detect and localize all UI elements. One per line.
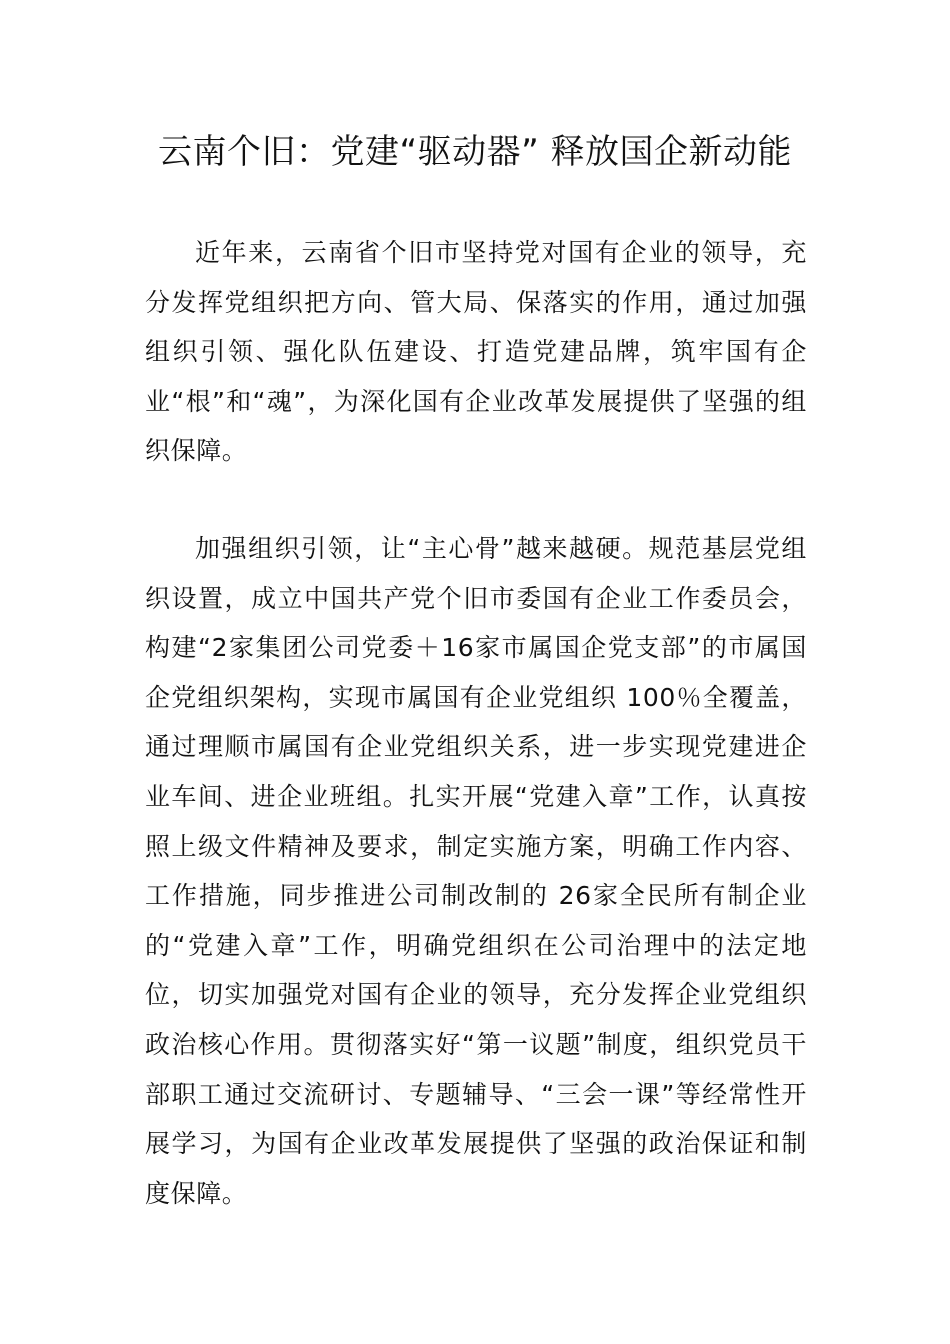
paragraph-organization: 加强组织引领，让“主心骨”越来越硬。规范基层党组织设置，成立中国共产党个旧市委国有企业工作委员会，构建“2家集团公司党委＋16家市属国企党支部”的市属国企党组织架构，实现市属国有企业党组织 100％全覆盖，通过理顺市属国有企业党组织关系，进一步实现党建进企业车间、进企业班组。扎实开展“党建入章”工作，认真按照上级文件精神及要求，制定实施方案，明确工作内容、工作措施，同步推进公司制改制的 26家全民所有制企业的“党建入章”工作，明确党组织在公司治理中的法定地位，切实加强党对国有企业的领导，充分发挥企业党组织政治核心作用。贯彻落实好“第一议题”制度，组织党员干部职工通过交流研讨、专题辅导、“三会一课”等经常性开展学习，为国有企业改革发展提供了坚强的政治保证和制度保障。: [145, 534, 807, 1208]
paragraph-intro: 近年来，云南省个旧市坚持党对国有企业的领导，充分发挥党组织把方向、管大局、保落实的作用，通过加强组织引领、强化队伍建设、打造党建品牌，筑牢国有企业“根”和“魂”，为深化国有企业改革发展提供了坚强的组织保障。: [145, 238, 807, 466]
document-title: 云南个旧：党建“驱动器” 释放国企新动能: [157, 132, 793, 172]
